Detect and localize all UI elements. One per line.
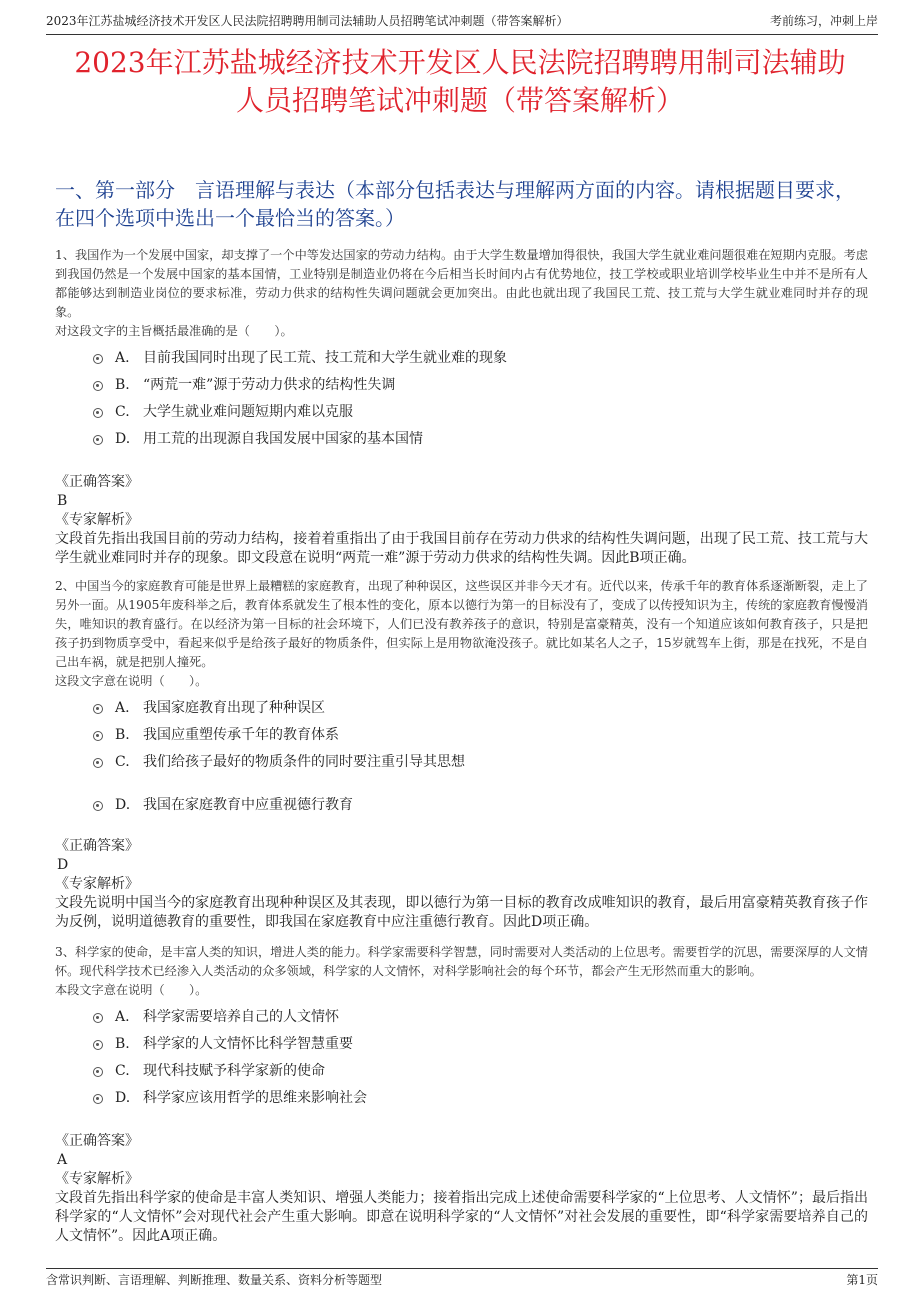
option-text: 目前我国同时出现了民工荒、技工荒和大学生就业难的现象: [143, 350, 507, 366]
radio-icon[interactable]: [93, 435, 103, 445]
header-slogan: 考前练习，冲刺上岸: [769, 14, 878, 28]
option-text: “两荒一难”源于劳动力供求的结构性失调: [143, 377, 396, 393]
analysis-label: 《专家解析》: [55, 512, 139, 528]
question-1-option-b[interactable]: [55, 372, 868, 399]
question-2-text: 2、中国当今的家庭教育可能是世界上最糟糕的家庭教育，出现了种种误区，这些误区并非今天才有。近代以来，传承千年的教育体系逐渐断裂，走上了另外一面。从1905年废科举之后，教育体系就发生了根本性的变化，原本以德行为第一的目标没有了，变成了以传授知识为主，传统的家庭教育慢慢消失，唯知识的教育盛行。在以经济为第一目标的社会环境下，人们已没有教养孩子的意识，特别是富豪精英，没有一个知道应该如何教育孩子，只是把孩子扔到物质享受中，看起来似乎是给孩子最好的物质条件，但实际上是用物欲淹没孩子。就比如某名人之子，15岁就驾车上街，那是在找死，不是自己出车祸，就是把别人撞死。: [55, 579, 868, 669]
question-3-stem: 本段文字意在说明（ ）。: [55, 983, 208, 997]
question-3-option-d[interactable]: [55, 1085, 868, 1112]
footer-description: 含常识判断、言语理解、判断推理、数量关系、资料分析等题型: [46, 1273, 383, 1287]
question-1-option-d[interactable]: [55, 426, 868, 453]
question-3-text: 3、科学家的使命，是丰富人类的知识，增进人类的能力。科学家需要科学智慧，同时需要对人类活动的上位思考。需要哲学的沉思，需要深厚的人文情怀。现代科学技术已经渗入人类活动的众多领域，科学家的人文情怀，对科学影响社会的每个环节，都会产生无形然而重大的影响。: [55, 945, 868, 978]
question-3-option-b[interactable]: [55, 1031, 868, 1058]
option-text: 我国家庭教育出现了种种误区: [143, 700, 325, 716]
radio-icon[interactable]: [93, 704, 103, 714]
radio-icon[interactable]: [93, 1094, 103, 1104]
question-2-option-c[interactable]: [55, 749, 868, 776]
option-letter: D.: [115, 797, 131, 813]
radio-icon[interactable]: [93, 381, 103, 391]
question-3-option-c[interactable]: [55, 1058, 868, 1085]
option-text: 科学家的人文情怀比科学智慧重要: [143, 1036, 353, 1052]
document-title: [40, 44, 880, 120]
radio-icon[interactable]: [93, 801, 103, 811]
title-line-2: 人员招聘笔试冲刺题（带答案解析）: [235, 84, 684, 117]
question-2-stem: 这段文字意在说明（ ）。: [55, 674, 208, 688]
question-3-option-a[interactable]: [55, 1004, 868, 1031]
radio-icon[interactable]: [93, 354, 103, 364]
page-footer: [46, 1268, 878, 1291]
option-letter: B.: [115, 1036, 130, 1052]
title-line-1: 2023年江苏盐城经济技术开发区人民法院招聘聘用制司法辅助: [74, 46, 846, 79]
question-1-analysis: 文段首先指出我国目前的劳动力结构，接着着重指出了由于我国目前存在劳动力供求的结构性失调问题，出现了民工荒、技工荒与大学生就业难同时并存的现象。即文段意在说明“两荒一难”源于劳动力供求的结构性失调。因此B项正确。: [55, 531, 868, 566]
radio-icon[interactable]: [93, 758, 103, 768]
question-2: [55, 577, 868, 932]
question-2-answer: D: [57, 857, 69, 873]
header-title: 2023年江苏盐城经济技术开发区人民法院招聘聘用制司法辅助人员招聘笔试冲刺题（带答案解析）: [46, 14, 569, 28]
answer-label: 《正确答案》: [55, 838, 139, 854]
option-text: 用工荒的出现源自我国发展中国家的基本国情: [143, 431, 423, 447]
analysis-label: 《专家解析》: [55, 1171, 139, 1187]
option-text: 现代科技赋予科学家新的使命: [143, 1063, 325, 1079]
radio-icon[interactable]: [93, 731, 103, 741]
question-2-analysis: 文段先说明中国当今的家庭教育出现种种误区及其表现，即以德行为第一目标的教育改成唯知识的教育，最后用富豪精英教育孩子作为反例，说明道德教育的重要性，即我国在家庭教育中应注重德行教育。因此D项正确。: [55, 895, 868, 930]
question-1-answer: B: [57, 493, 68, 509]
answer-label: 《正确答案》: [55, 474, 139, 490]
question-1-stem: 对这段文字的主旨概括最准确的是（ ）。: [55, 324, 293, 338]
option-text: 科学家需要培养自己的人文情怀: [143, 1009, 339, 1025]
question-2-option-a[interactable]: [55, 695, 868, 722]
option-text: 大学生就业难问题短期内难以克服: [143, 404, 353, 420]
option-letter: A.: [115, 350, 130, 366]
radio-icon[interactable]: [93, 408, 103, 418]
option-text: 我国在家庭教育中应重视德行教育: [143, 797, 353, 813]
option-letter: B.: [115, 377, 130, 393]
question-1-text: 1、我国作为一个发展中国家，却支撑了一个中等发达国家的劳动力结构。由于大学生数量增加得很快，我国大学生就业难问题很难在短期内克服。考虑到我国仍然是一个发展中国家的基本国情，工业特别是制造业仍将在今后相当长时间内占有优势地位，技工学校或职业培训学校毕业生中并不是所有人都能够达到制造业岗位的要求标准，劳动力供求的结构性失调问题就会更加突出。由此也就出现了我国民工荒、技工荒与大学生就业难同时并存的现象。: [55, 248, 868, 319]
section-heading: 一、第一部分 言语理解与表达（本部分包括表达与理解两方面的内容。请根据题目要求，在四个选项中选出一个最恰当的答案。）: [55, 178, 855, 230]
question-1-option-c[interactable]: [55, 399, 868, 426]
option-letter: A.: [115, 1009, 130, 1025]
analysis-label: 《专家解析》: [55, 876, 139, 892]
question-2-option-b[interactable]: [55, 722, 868, 749]
radio-icon[interactable]: [93, 1040, 103, 1050]
option-letter: B.: [115, 727, 130, 743]
question-2-option-d[interactable]: [55, 792, 868, 819]
option-letter: A.: [115, 700, 130, 716]
question-3: [55, 943, 868, 1246]
page-header: [46, 10, 878, 35]
option-text: 我国应重塑传承千年的教育体系: [143, 727, 339, 743]
option-letter: C.: [115, 754, 130, 770]
answer-label: 《正确答案》: [55, 1133, 139, 1149]
option-text: 科学家应该用哲学的思维来影响社会: [143, 1090, 367, 1106]
question-1-option-a[interactable]: [55, 345, 868, 372]
radio-icon[interactable]: [93, 1013, 103, 1023]
option-letter: C.: [115, 1063, 130, 1079]
radio-icon[interactable]: [93, 1067, 103, 1077]
question-1: [55, 246, 868, 568]
option-text: 我们给孩子最好的物质条件的同时要注重引导其思想: [143, 754, 465, 770]
option-letter: D.: [115, 1090, 131, 1106]
page-number: 第1页: [846, 1273, 878, 1287]
option-letter: C.: [115, 404, 130, 420]
option-letter: D.: [115, 431, 131, 447]
question-3-answer: A: [57, 1152, 68, 1168]
question-3-analysis: 文段首先指出科学家的使命是丰富人类知识、增强人类能力；接着指出完成上述使命需要科学家的“上位思考、人文情怀”；最后指出科学家的“人文情怀”会对现代社会产生重大影响。即意在说明科学家的“人文情怀”对社会发展的重要性，即“科学家需要培养自己的人文情怀”。因此A项正确。: [55, 1190, 868, 1244]
